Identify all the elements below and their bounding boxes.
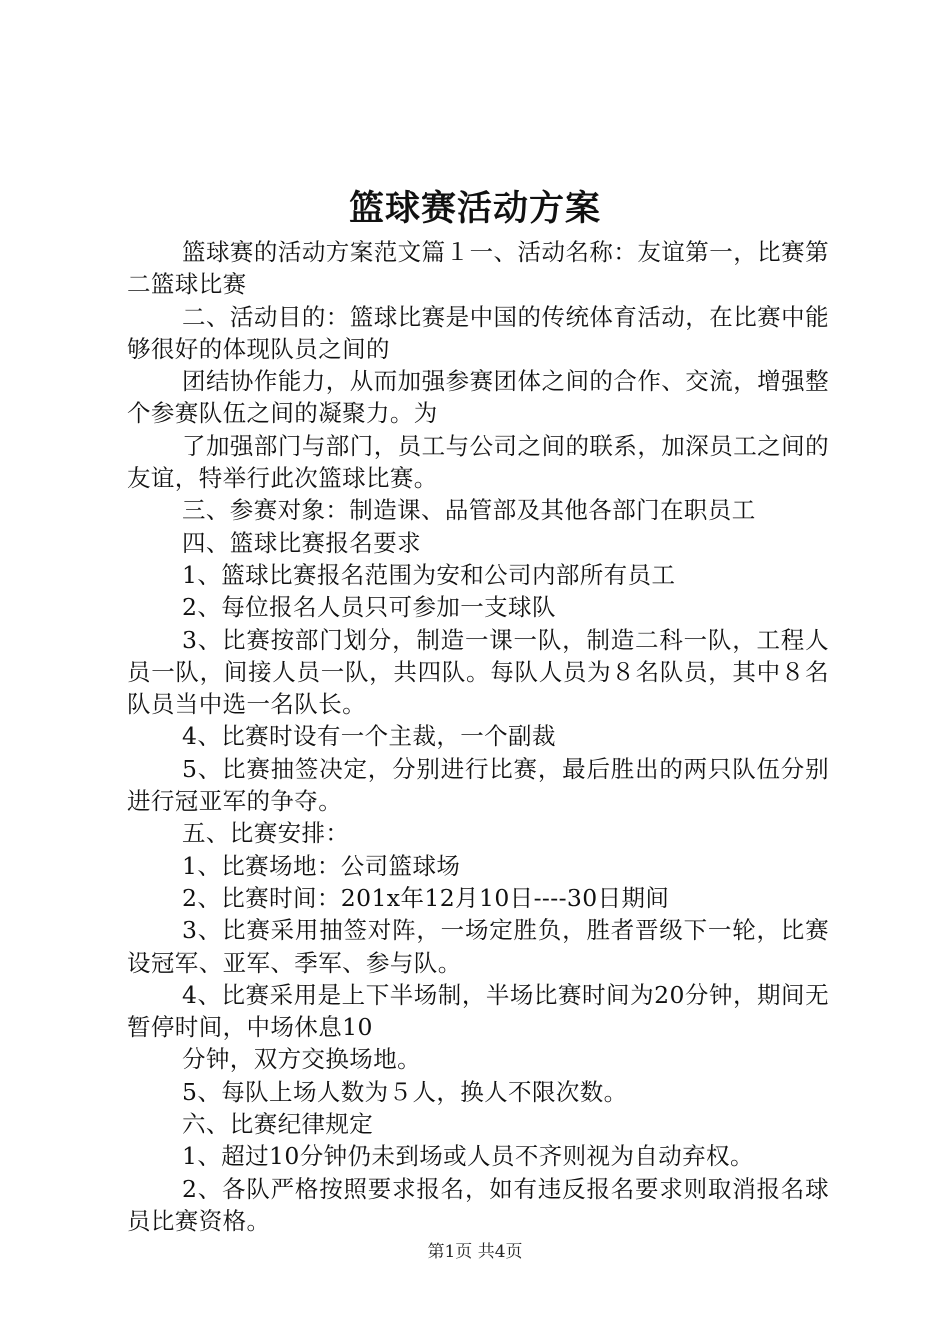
paragraph: 二、活动目的：篮球比赛是中国的传统体育活动，在比赛中能够很好的体现队员之间的 [127,302,829,363]
paragraph: 了加强部门与部门，员工与公司之间的联系，加深员工之间的友谊，特举行此次篮球比赛。 [127,431,829,493]
paragraph: 四、篮球比赛报名要求 [182,528,421,557]
document-title: 篮球赛活动方案 [348,188,601,229]
paragraph: 六、比赛纪律规定 [182,1110,374,1139]
paragraph: 分钟，双方交换场地。 [182,1045,421,1074]
paragraph: 5、比赛抽签决定，分别进行比赛，最后胜出的两只队伍分别进行冠亚军的争夺。 [127,754,829,816]
page-footer: 第1页 共4页 [427,1242,523,1262]
paragraph: 2、各队严格按照要求报名，如有违反报名要求则取消报名球员比赛资格。 [127,1174,829,1235]
paragraph: 五、比赛安排： [182,819,350,848]
paragraph: 团结协作能力，从而加强参赛团体之间的合作、交流，增强整个参赛队伍之间的凝聚力。为 [127,367,829,428]
paragraph: 3、比赛按部门划分，制造一课一队，制造二科一队，工程人员一队，间接人员一队，共四队。每队人员为８名队员，其中８名队员当中选一名队长。 [127,625,829,719]
paragraph: 3、比赛采用抽签对阵，一场定胜负，胜者晋级下一轮，比赛设冠军、亚军、季军、参与队。 [127,916,829,977]
paragraph: 1、比赛场地：公司篮球场 [182,851,461,880]
paragraph: 1、篮球比赛报名范围为安和公司内部所有员工 [182,560,676,589]
document-body [127,236,829,1237]
paragraph: 2、每位报名人员只可参加一支球队 [182,593,556,622]
paragraph: 篮球赛的活动方案范文篇１一、活动名称：友谊第一，比赛第二篮球比赛 [127,238,829,299]
paragraph: 4、比赛时设有一个主裁，一个副裁 [182,722,556,751]
paragraph: 三、参赛对象：制造课、品管部及其他各部门在职员工 [182,496,756,525]
paragraph: 1、超过10分钟仍未到场或人员不齐则视为自动弃权。 [182,1142,754,1171]
paragraph: 2、比赛时间：201x年12月10日----30日期间 [182,883,670,912]
paragraph: 4、比赛采用是上下半场制，半场比赛时间为20分钟，期间无暂停时间，中场休息10 [127,980,829,1042]
paragraph: 5、每队上场人数为５人，换人不限次数。 [182,1077,628,1106]
